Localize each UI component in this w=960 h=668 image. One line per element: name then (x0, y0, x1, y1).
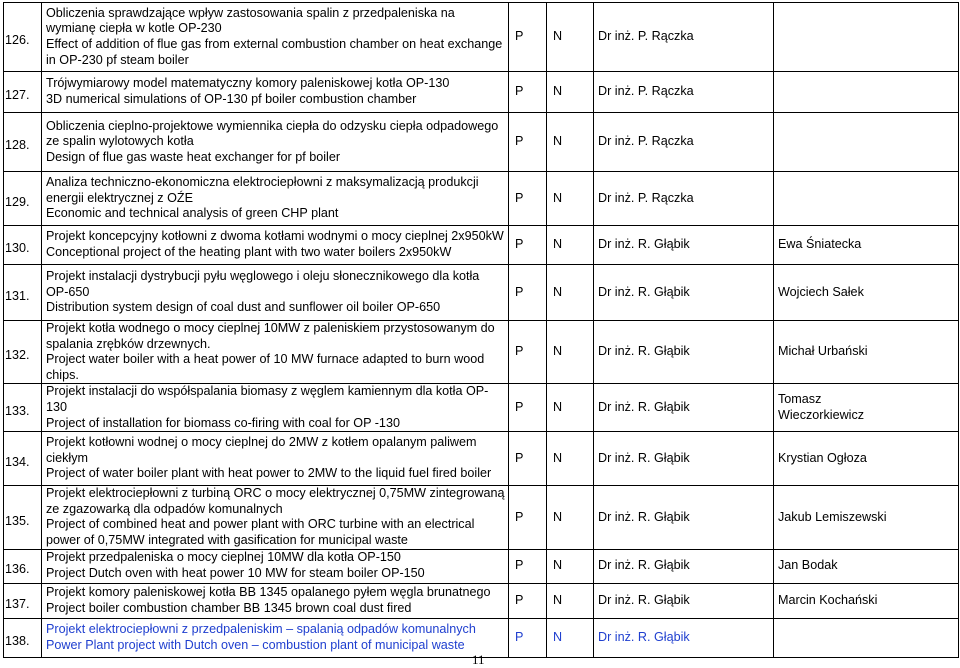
mode-cell (547, 113, 594, 172)
table-row (4, 113, 959, 172)
row-number-cell (4, 618, 42, 657)
mode-cell (547, 3, 594, 72)
table-row (4, 549, 959, 583)
row-number-cell (4, 3, 42, 72)
row-number: 138. (5, 633, 30, 648)
row-number-cell (4, 172, 42, 226)
student-cell (774, 618, 959, 657)
topic-english: Design of flue gas waste heat exchanger for pf boiler (46, 149, 341, 164)
page-number: 11 (472, 652, 485, 667)
topic-polish: Projekt instalacji do współspalania biomasy z węglem kamiennym dla kotła OP-130 (46, 384, 489, 414)
mode-cell (547, 432, 594, 486)
topic-cell (42, 432, 509, 486)
student-name: Tomasz Wieczorkiewicz (778, 392, 865, 422)
supervisor-name: Dr inż. R. Głąbik (598, 284, 690, 299)
mode-cell (547, 486, 594, 549)
row-number: 132. (5, 348, 30, 363)
supervisor-name: Dr inż. R. Głąbik (598, 399, 690, 414)
topic-english: Conceptional project of the heating plant with two water boilers 2x950kW (46, 245, 452, 259)
row-number: 131. (5, 288, 30, 303)
supervisor-cell (594, 549, 774, 583)
thesis-type: P (515, 450, 524, 465)
topic-polish: Projekt kotłowni wodnej o mocy cieplnej do 2MW z kotłem opalanym paliwem ciekłym (46, 435, 477, 465)
topic-english: Project of installation for biomass co-firing with coal for OP -130 (46, 415, 400, 430)
thesis-type: P (515, 84, 524, 99)
thesis-type: P (515, 558, 524, 573)
row-number: 134. (5, 454, 30, 469)
student-cell (774, 72, 959, 113)
study-mode: N (553, 237, 563, 252)
topic-cell (42, 549, 509, 583)
topic-english: Project of combined heat and power plant with ORC turbine with an electrical power of 0,75MW integrated with gasification for municipal waste (46, 517, 475, 547)
student-cell (774, 432, 959, 486)
type-cell (509, 265, 547, 321)
row-number-cell (4, 583, 42, 618)
table-row (4, 3, 959, 72)
supervisor-cell (594, 321, 774, 384)
student-cell (774, 583, 959, 618)
row-number: 130. (5, 241, 30, 256)
topic-english: Project of water boiler plant with heat power to 2MW to the liquid fuel fired boiler (46, 466, 492, 481)
study-mode: N (553, 190, 563, 205)
supervisor-cell (594, 432, 774, 486)
row-number: 127. (5, 88, 30, 103)
mode-cell (547, 265, 594, 321)
supervisor-cell (594, 618, 774, 657)
thesis-type: P (515, 592, 524, 607)
topic-polish: Projekt przedpaleniska o mocy cieplnej 10MW dla kotła OP-150 (46, 550, 401, 565)
thesis-type: P (515, 284, 524, 299)
student-cell (774, 321, 959, 384)
type-cell (509, 583, 547, 618)
topic-polish: Obliczenia cieplno-projektowe wymiennika ciepła do odzysku ciepła odpadowego ze spalin wylotowych kotła (46, 118, 499, 149)
student-name: Jan Bodak (778, 558, 838, 573)
student-name: Michał Urbański (778, 344, 868, 359)
topic-english: Project water boiler with a heat power of 10 MW furnace adapted to burn wood chips. (46, 352, 485, 382)
type-cell (509, 618, 547, 657)
topic-english: Project boiler combustion chamber BB 1345 brown coal dust fired (46, 600, 412, 615)
supervisor-name: Dr inż. P. Rączka (598, 84, 694, 99)
table-row (4, 384, 959, 432)
student-name: Wojciech Sałek (778, 284, 864, 299)
topic-cell (42, 172, 509, 226)
thesis-topics-table (3, 2, 959, 658)
student-name: Marcin Kochański (778, 592, 878, 607)
topic-polish: Analiza techniczno-ekonomiczna elektrociepłowni z maksymalizacją produkcji energii elektrycznej z OŹE (46, 175, 479, 205)
student-cell (774, 265, 959, 321)
topic-english: Effect of addition of flue gas from external combustion chamber on heat exchange in OP-230 pf steam boiler (46, 37, 503, 67)
supervisor-cell (594, 486, 774, 549)
thesis-type: P (515, 509, 524, 524)
row-number: 136. (5, 562, 30, 577)
topic-polish: Projekt elektrociepłowni z turbiną ORC o mocy elektrycznej 0,75MW zintegrowaną ze zgazowarką dla odpadów komunalnych (46, 486, 505, 516)
row-number: 137. (5, 596, 30, 611)
topic-cell (42, 72, 509, 113)
table-row (4, 486, 959, 549)
topic-polish: Projekt koncepcyjny kotłowni z dwoma kotłami wodnymi o mocy cieplnej 2x950kW (46, 229, 504, 244)
study-mode: N (553, 558, 563, 573)
supervisor-name: Dr inż. R. Głąbik (598, 558, 690, 573)
topic-english: Project Dutch oven with heat power 10 MW for steam boiler OP-150 (46, 566, 425, 581)
table-row (4, 265, 959, 321)
topic-polish: Projekt komory paleniskowej kotła BB 1345 opalanego pyłem węgla brunatnego (46, 584, 491, 599)
mode-cell (547, 384, 594, 432)
mode-cell (547, 321, 594, 384)
type-cell (509, 432, 547, 486)
topic-polish: Obliczenia sprawdzające wpływ zastosowania spalin z przedpaleniska na wymianę ciepła w kotle OP-230 (46, 5, 455, 36)
row-number-cell (4, 265, 42, 321)
mode-cell (547, 226, 594, 265)
supervisor-cell (594, 226, 774, 265)
type-cell (509, 549, 547, 583)
supervisor-name: Dr inż. R. Głąbik (598, 629, 690, 644)
table-body (4, 3, 959, 658)
type-cell (509, 113, 547, 172)
supervisor-cell (594, 3, 774, 72)
student-name: Jakub Lemiszewski (778, 509, 887, 524)
topic-cell (42, 486, 509, 549)
topic-polish: Projekt elektrociepłowni z przedpaleniskim – spalanią odpadów komunalnych (46, 621, 476, 636)
thesis-type: P (515, 134, 524, 149)
row-number-cell (4, 321, 42, 384)
study-mode: N (553, 134, 563, 149)
thesis-type: P (515, 190, 524, 205)
supervisor-cell (594, 265, 774, 321)
student-cell (774, 3, 959, 72)
supervisor-cell (594, 113, 774, 172)
study-mode: N (553, 284, 563, 299)
student-name: Ewa Śniatecka (778, 237, 862, 252)
type-cell (509, 226, 547, 265)
row-number: 133. (5, 403, 30, 418)
supervisor-name: Dr inż. P. Rączka (598, 190, 694, 205)
topic-cell (42, 321, 509, 384)
study-mode: N (553, 344, 563, 359)
table-row (4, 321, 959, 384)
student-cell (774, 549, 959, 583)
table-row (4, 583, 959, 618)
row-number-cell (4, 486, 42, 549)
topic-cell (42, 618, 509, 657)
topic-english: Economic and technical analysis of green CHP plant (46, 206, 339, 221)
supervisor-name: Dr inż. R. Głąbik (598, 237, 690, 252)
type-cell (509, 3, 547, 72)
student-cell (774, 226, 959, 265)
row-number-cell (4, 549, 42, 583)
table-row (4, 172, 959, 226)
type-cell (509, 384, 547, 432)
mode-cell (547, 618, 594, 657)
topic-polish: Projekt instalacji dystrybucji pyłu węglowego i oleju słonecznikowego dla kotła OP-650 (46, 269, 480, 299)
type-cell (509, 72, 547, 113)
supervisor-cell (594, 72, 774, 113)
table-row (4, 226, 959, 265)
mode-cell (547, 72, 594, 113)
supervisor-name: Dr inż. R. Głąbik (598, 509, 690, 524)
student-cell (774, 486, 959, 549)
type-cell (509, 321, 547, 384)
row-number-cell (4, 72, 42, 113)
study-mode: N (553, 592, 563, 607)
thesis-type: P (515, 237, 524, 252)
study-mode: N (553, 629, 563, 644)
type-cell (509, 172, 547, 226)
topic-polish: Trójwymiarowy model matematyczny komory paleniskowej kotła OP-130 (46, 76, 450, 91)
topic-english: Distribution system design of coal dust and sunflower oil boiler OP-650 (46, 300, 441, 315)
student-cell (774, 172, 959, 226)
study-mode: N (553, 450, 563, 465)
thesis-type: P (515, 29, 524, 44)
table-row (4, 432, 959, 486)
study-mode: N (553, 509, 563, 524)
topic-cell (42, 3, 509, 72)
student-cell (774, 113, 959, 172)
supervisor-cell (594, 583, 774, 618)
row-number-cell (4, 226, 42, 265)
thesis-type: P (515, 399, 524, 414)
study-mode: N (553, 399, 563, 414)
topic-english: 3D numerical simulations of OP-130 pf boiler combustion chamber (46, 92, 417, 106)
row-number: 135. (5, 513, 30, 528)
supervisor-name: Dr inż. R. Głąbik (598, 344, 690, 359)
thesis-type: P (515, 344, 524, 359)
supervisor-name: Dr inż. P. Rączka (598, 134, 694, 149)
topic-cell (42, 113, 509, 172)
topic-cell (42, 226, 509, 265)
topic-english: Power Plant project with Dutch oven – combustion plant of municipal waste (46, 637, 465, 652)
row-number: 129. (5, 194, 30, 209)
row-number: 126. (5, 33, 30, 48)
study-mode: N (553, 84, 563, 99)
supervisor-cell (594, 384, 774, 432)
student-cell (774, 384, 959, 432)
row-number: 128. (5, 138, 30, 153)
topic-cell (42, 265, 509, 321)
topic-polish: Projekt kotła wodnego o mocy cieplnej 10MW z paleniskiem przystosowanym do spalania zrębków drzewnych. (46, 321, 495, 351)
table-row (4, 72, 959, 113)
thesis-type: P (515, 629, 524, 644)
row-number-cell (4, 432, 42, 486)
type-cell (509, 486, 547, 549)
row-number-cell (4, 384, 42, 432)
supervisor-name: Dr inż. R. Głąbik (598, 592, 690, 607)
mode-cell (547, 549, 594, 583)
student-name: Krystian Ogłoza (778, 450, 867, 465)
topic-cell (42, 384, 509, 432)
row-number-cell (4, 113, 42, 172)
study-mode: N (553, 29, 563, 44)
topic-cell (42, 583, 509, 618)
supervisor-name: Dr inż. P. Rączka (598, 29, 694, 44)
mode-cell (547, 172, 594, 226)
supervisor-cell (594, 172, 774, 226)
mode-cell (547, 583, 594, 618)
supervisor-name: Dr inż. R. Głąbik (598, 450, 690, 465)
